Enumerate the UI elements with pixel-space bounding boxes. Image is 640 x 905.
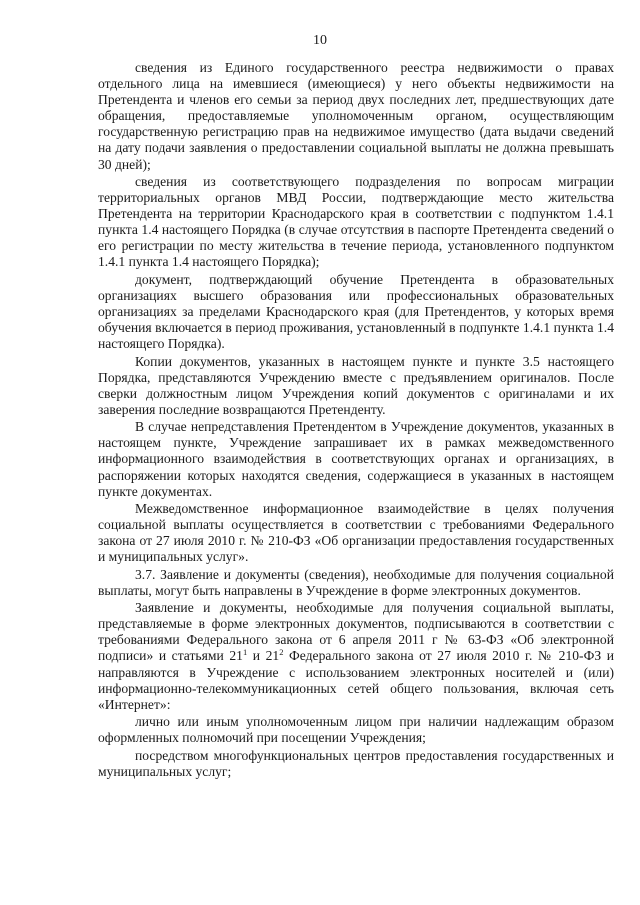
paragraph: Межведомственное информационное взаимодействие в целях получения социальной выплаты осуществляется в соответствии с требованиями Федерального закона от 27 июля 2010 г. № 210-ФЗ «Об организации предоставления государственных и муниципальных услуг». bbox=[98, 501, 614, 565]
superscript: 1 bbox=[242, 647, 248, 658]
paragraph: 3.7. Заявление и документы (сведения), необходимые для получения социальной выплаты, могут быть направлены в Учреждение в форме электронных документов. bbox=[98, 566, 614, 598]
paragraph: сведения из Единого государственного реестра недвижимости о правах отдельного лица на имевшиеся (имеющиеся) у него объекты недвижимости на Претендента и членов его семьи за период двух последних лет, предшествующих дате обращения, предоставляемые уполномоченным органом, осуществляющим государственную регистрацию прав на недвижимое имущество (дата выдачи сведений на дату подачи заявления о предоставлении социальной выплаты не должна превышать 30 дней); bbox=[98, 60, 614, 172]
paragraph-text: и 21 bbox=[247, 648, 280, 664]
paragraph bbox=[98, 600, 614, 713]
paragraph: сведения из соответствующего подразделения по вопросам миграции территориальных органов МВД России, подтверждающие место жительства Претендента на территории Краснодарского края в соответствии с подпунктом 1.4.1 пункта 1.4 настоящего Порядка (в случае отсутствия в паспорте Претендента сведений о его регистрации по месту жительства в течение периода, установленного подпунктом 1.4.1 пункта 1.4 настоящего Порядка); bbox=[98, 173, 614, 270]
paragraph: посредством многофункциональных центров предоставления государственных и муниципальных услуг; bbox=[98, 747, 614, 779]
paragraph: Копии документов, указанных в настоящем пункте и пункте 3.5 настоящего Порядка, представляются Учреждению вместе с предъявлением оригиналов. После сверки должностным лицом Учреждения копий документов с оригиналами и их заверения последние возвращаются Претенденту. bbox=[98, 353, 614, 417]
page-number: 10 bbox=[313, 33, 327, 48]
paragraph-text: Федерального закона от 27 июля 2010 г. № 210-ФЗ и направляются в Учреждение с использованием электронных носителей и (или) информационно-телекоммуникационных сетей общего пользования, включая сеть «Интернет»: bbox=[98, 648, 614, 712]
paragraph-text: Заявление и документы, необходимые для получения социальной выплаты, представляемые в форме электронных документов, подписываются в соответствии с требованиями Федерального закона от 6 апреля 2011 г № 63-ФЗ «Об электронной подписи» и статьями 21 bbox=[98, 600, 614, 664]
paragraph: лично или иным уполномоченным лицом при наличии надлежащим образом оформленных полномочий при посещении Учреждения; bbox=[98, 714, 614, 746]
document-body bbox=[98, 60, 614, 780]
paragraph: В случае непредставления Претендентом в Учреждение документов, указанных в настоящем пункте, Учреждение запрашивает их в рамках межведомственного информационного взаимодействия в соответствующих органах и организациях, в распоряжении которых находятся сведения, содержащиеся в указанных в настоящем пункте документах. bbox=[98, 419, 614, 499]
paragraph: документ, подтверждающий обучение Претендента в образовательных организациях высшего образования или профессиональных образовательных организациях за пределами Краснодарского края (для Претендентов, у которых время обучения включается в период проживания, установленный в подпункте 1.4.1 пункта 1.4 настоящего Порядка). bbox=[98, 271, 614, 352]
superscript: 2 bbox=[279, 647, 284, 658]
